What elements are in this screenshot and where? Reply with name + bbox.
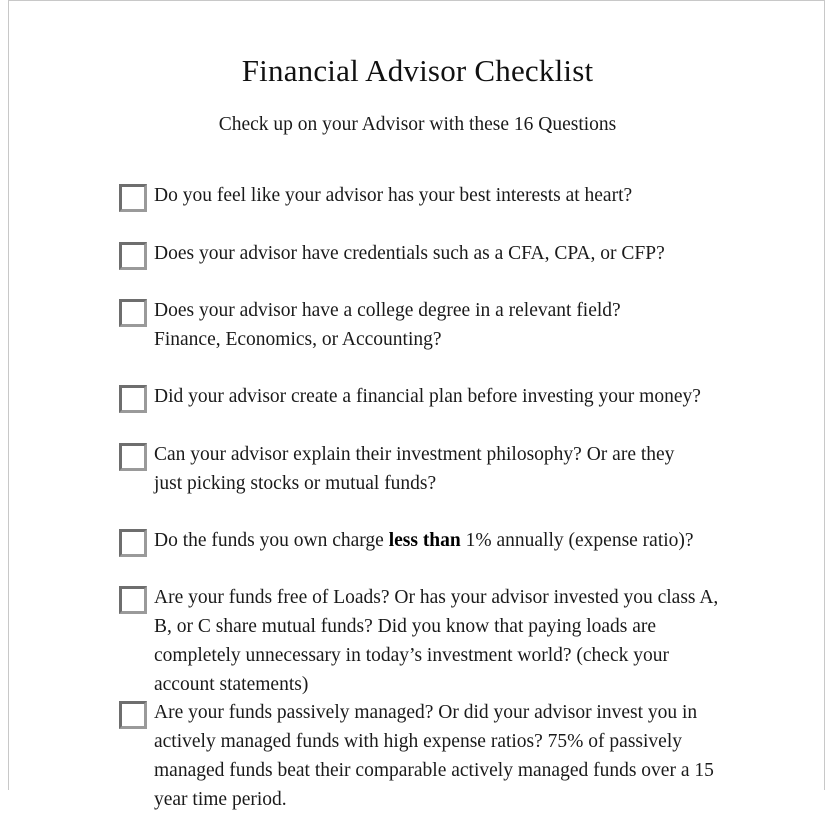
checkbox[interactable] <box>119 586 147 614</box>
checkbox[interactable] <box>119 701 147 729</box>
checkbox[interactable] <box>119 385 147 413</box>
question-text: Does your advisor have credentials such as a CFA, CPA, or CFP? <box>154 243 665 264</box>
question-text: Are your funds passively managed? Or did your advisor invest you in actively managed funds with high expense ratios? 75% of passively managed funds beat their comparable actively managed funds over a 15 year time period. <box>154 702 714 810</box>
question-text <box>154 526 734 555</box>
question-text: Did your advisor create a financial plan before investing your money? <box>154 386 701 407</box>
document-page <box>8 0 825 810</box>
question-text: Does your advisor have a college degree in a relevant field? Finance, Economics, or Accounting? <box>154 300 621 350</box>
question-text-part: 1% annually (expense ratio)? <box>460 530 694 551</box>
checkbox[interactable] <box>119 299 147 327</box>
question-text: Can your advisor explain their investment philosophy? Or are they just picking stocks or mutual funds? <box>154 444 675 494</box>
question-text: Are your funds free of Loads? Or has your advisor invested you class A, B, or C share mutual funds? Did you know that paying loads are completely unnecessary in today’s investment world? (check your account statements) <box>154 587 719 695</box>
checkbox[interactable] <box>119 184 147 212</box>
checkbox[interactable] <box>119 529 147 557</box>
emphasis-text: less than <box>388 530 461 551</box>
page-title: Financial Advisor Checklist <box>241 53 594 88</box>
question-text: Do you feel like your advisor has your best interests at heart? <box>154 185 633 206</box>
question-text-part: Do the funds you own charge <box>154 530 389 551</box>
checkbox[interactable] <box>119 443 147 471</box>
checkbox[interactable] <box>119 242 147 270</box>
page-subtitle: Check up on your Advisor with these 16 Questions <box>218 114 617 135</box>
